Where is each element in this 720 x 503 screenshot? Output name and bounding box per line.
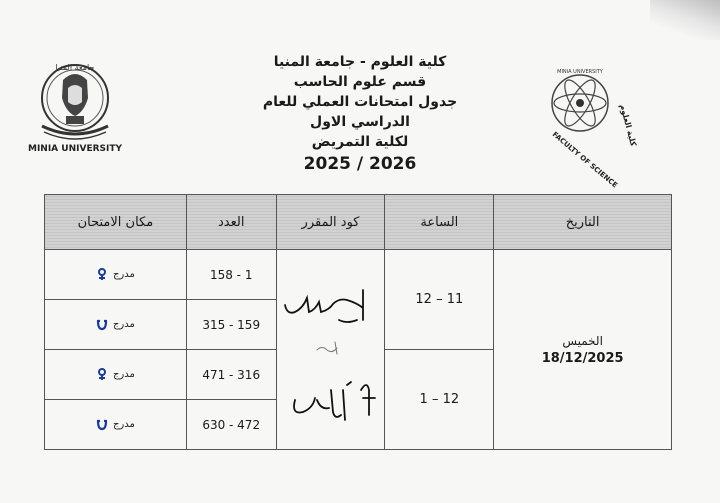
time-slot-2: 1 – 12 — [385, 350, 494, 450]
place-cell — [45, 350, 187, 400]
logo-left-english-text: MINIA UNIVERSITY — [27, 144, 123, 154]
exam-day: الخميس — [562, 333, 603, 348]
hall-a-icon — [96, 418, 108, 431]
place-label: مدرج — [112, 369, 135, 380]
faculty-of-science-logo — [530, 65, 638, 190]
count-cell: 158 - 1 — [186, 250, 276, 300]
date-cell — [494, 250, 672, 450]
place-label: مدرج — [112, 269, 135, 280]
minia-university-logo — [27, 58, 123, 154]
hall-g-icon — [96, 268, 108, 281]
logo-right-top-text: MINIA UNIVERSITY — [557, 69, 603, 75]
academic-year: 2025 / 2026 — [303, 154, 417, 174]
header-count: العدد — [186, 195, 276, 250]
count-cell: 315 - 159 — [186, 300, 276, 350]
header-place: مكان الامتحان — [45, 195, 187, 250]
faculty-title: كلية العلوم - جامعة المنيا — [273, 54, 447, 70]
count-cell: 630 - 472 — [186, 400, 276, 450]
document-header — [0, 0, 720, 190]
exam-schedule-table — [44, 194, 672, 450]
place-cell — [45, 300, 187, 350]
schedule-title: جدول امتحانات العملي للعام الدراسي الاول — [262, 94, 458, 130]
count-cell: 471 - 316 — [186, 350, 276, 400]
header-course-code: كود المقرر — [276, 195, 385, 250]
place-label: مدرج — [112, 419, 135, 430]
place-cell — [45, 400, 187, 450]
table-row — [45, 250, 672, 300]
course-code-handwritten-cell — [276, 250, 385, 450]
logo-right-arabic-text: كلية العلوم — [618, 103, 638, 148]
hall-g-icon — [96, 368, 108, 381]
exam-date: 18/12/2025 — [541, 350, 624, 366]
header-time: الساعة — [385, 195, 494, 250]
logo-left-arabic-text: جامعة المنيا — [55, 63, 95, 72]
department-title: قسم علوم الحاسب — [293, 74, 427, 90]
place-cell — [45, 250, 187, 300]
heading-block — [240, 52, 480, 174]
handwritten-course-code-icon — [277, 250, 386, 452]
time-slot-1: 12 – 11 — [385, 250, 494, 350]
header-date: التاريخ — [494, 195, 672, 250]
place-label: مدرج — [112, 319, 135, 330]
college-title: لكلية التمريض — [311, 134, 409, 150]
table-header-row — [45, 195, 672, 250]
hall-a-icon — [96, 318, 108, 331]
logo-right-side-text: FACULTY OF SCIENCE — [550, 130, 619, 190]
